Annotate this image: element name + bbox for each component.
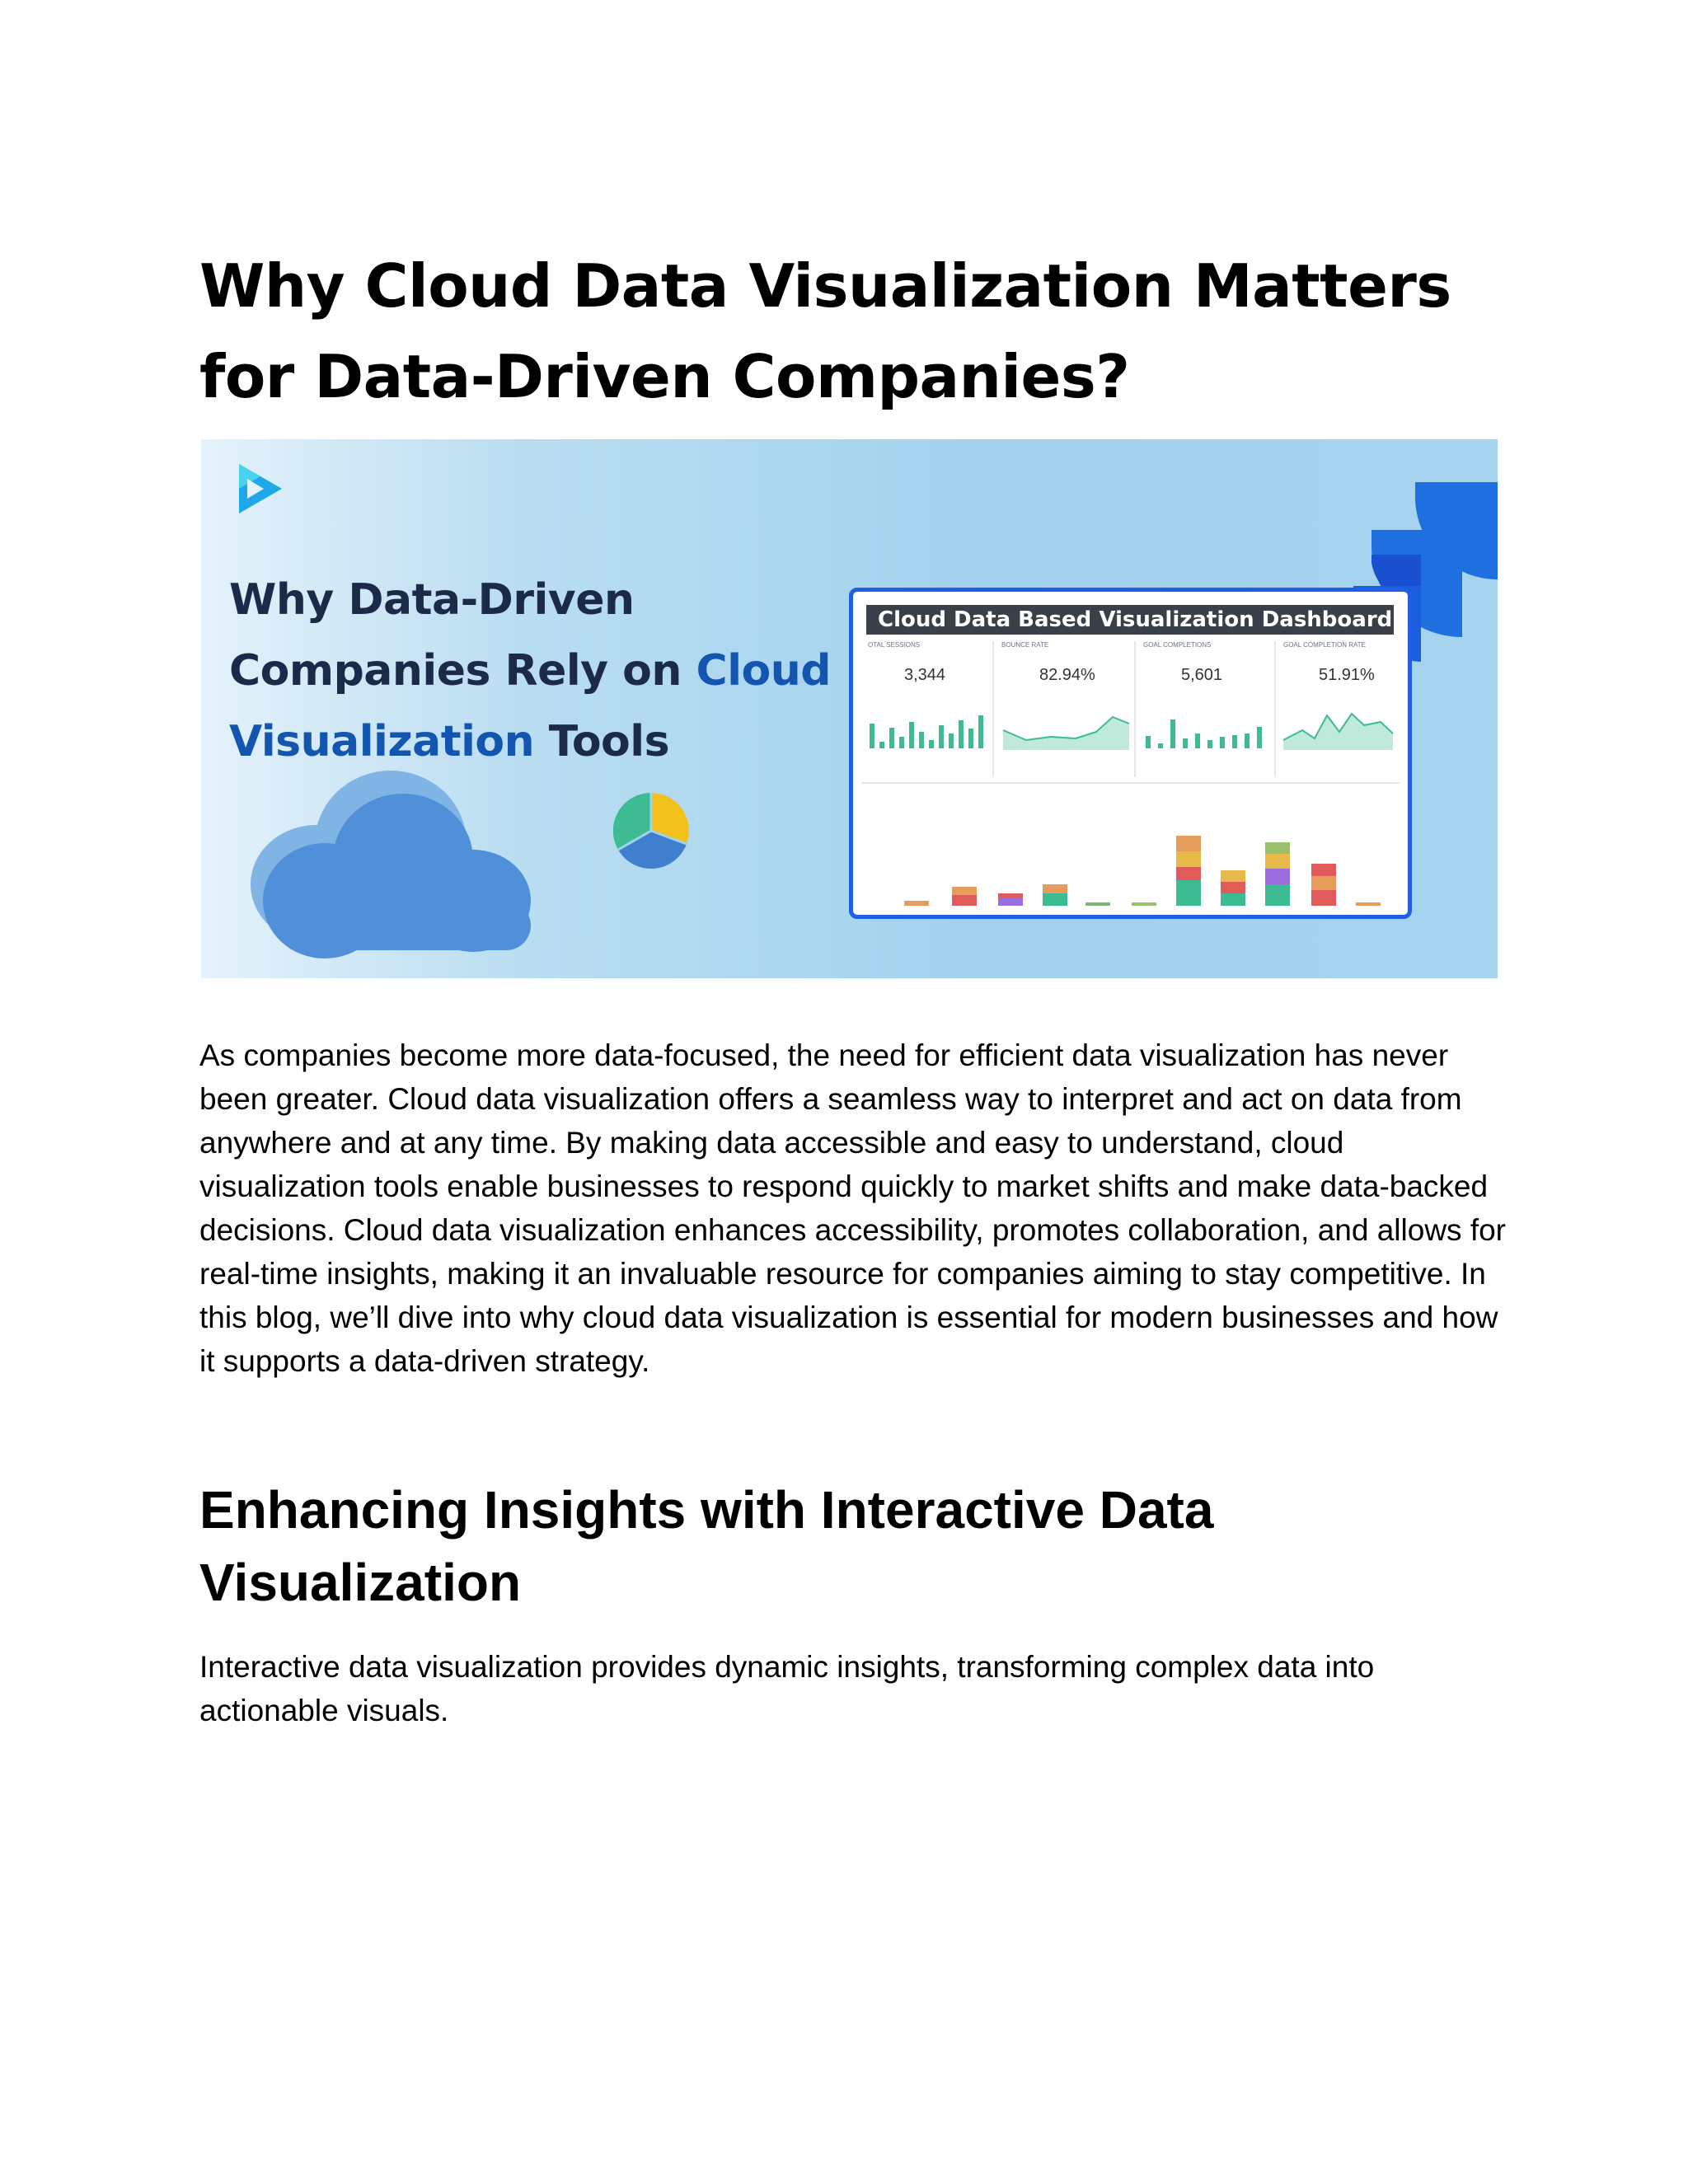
kpi-label: OTAL SESSIONS <box>868 641 921 649</box>
hero-headline <box>229 565 856 777</box>
dashboard-title: Cloud Data Based Visualization Dashboard <box>866 605 1394 635</box>
dashboard-screenshot <box>849 588 1412 919</box>
hero-headline-suffix: Tools <box>534 717 670 766</box>
section-paragraph: Interactive data visualization provides dynamic insights, transforming complex data into actionable visuals. <box>199 1650 1375 1727</box>
hero-image <box>201 439 1498 978</box>
dashboard-graphics <box>853 592 1408 915</box>
kpi-label: BOUNCE RATE <box>1001 641 1049 649</box>
hero-headline-accent: Cloud Visualization <box>229 646 831 766</box>
intro-paragraph: As companies become more data-focused, the need for efficient data visualization has never been greater. Cloud data visualization offers a seamless way to interpret and act on data from anywhere and at any time. By making data accessible and easy to understand, cloud visualization tools enable businesses to respond quickly to market shifts and make data-backed decisions. Cloud data visualization enhances accessibility, promotes collaboration, and allows for real-time insights, making it an invaluable resource for companies aiming to stay competitive. In this blog, we’ll dive into why cloud data visualization is essential for modern businesses and how it supports a data-driven strategy. <box>199 1038 1507 1378</box>
article-title: Why Cloud Data Visualization Matters for Data-Driven Companies? <box>199 251 1451 411</box>
pie-chart-icon <box>613 793 689 869</box>
kpi-label: GOAL COMPLETION RATE <box>1283 641 1367 649</box>
logo-icon <box>239 464 282 513</box>
section-heading: Enhancing Insights with Interactive Data Visualization <box>199 1480 1214 1612</box>
cloud-icon <box>251 771 531 958</box>
hero-headline-prefix: Why Data-Driven Companies Rely on <box>229 575 696 696</box>
kpi-value: 3,344 <box>904 666 946 684</box>
kpi-value: 51.91% <box>1319 666 1375 684</box>
kpi-label: GOAL COMPLETIONS <box>1143 641 1212 649</box>
kpi-value: 82.94% <box>1039 666 1095 684</box>
kpi-value: 5,601 <box>1181 666 1223 684</box>
